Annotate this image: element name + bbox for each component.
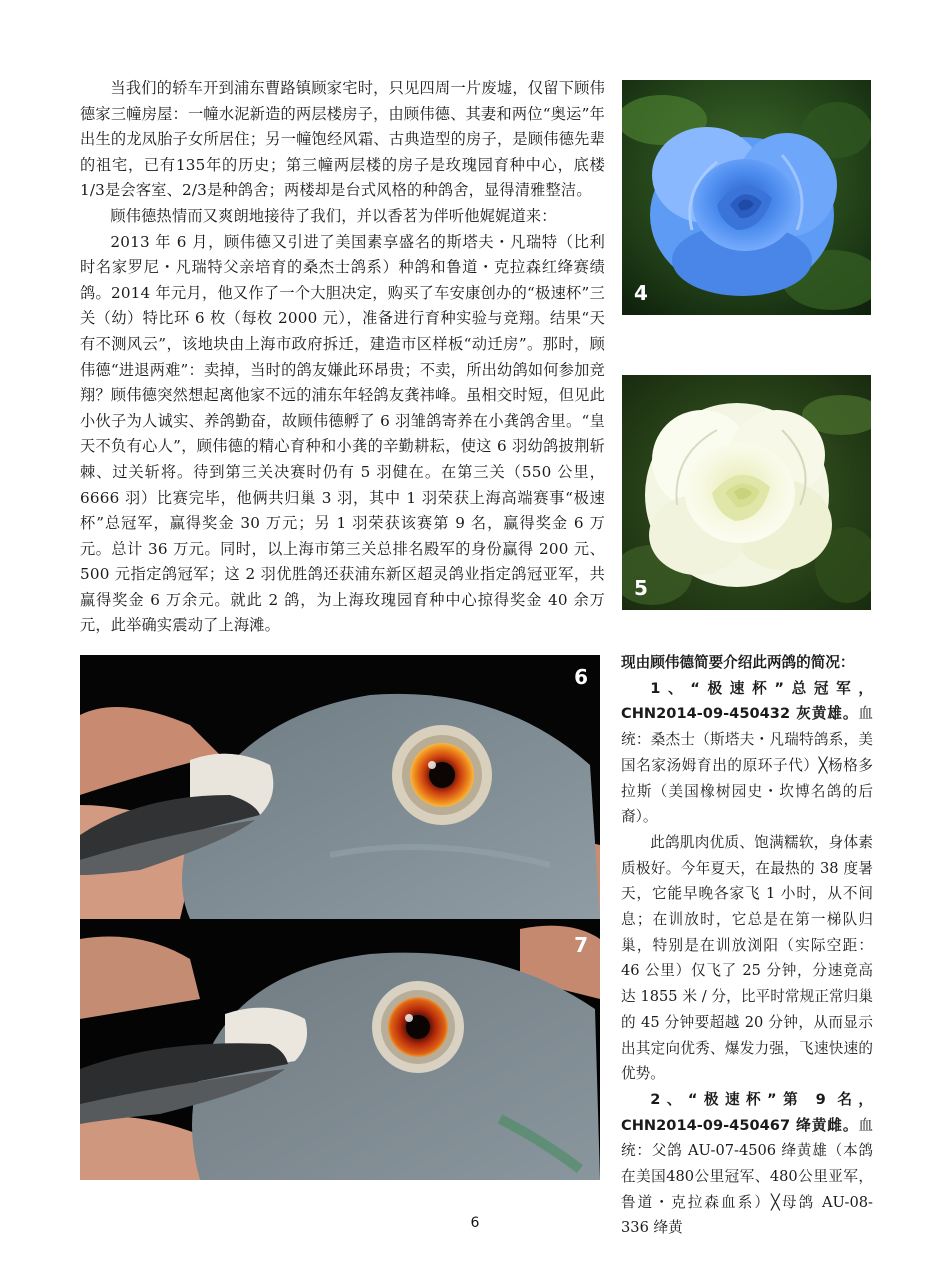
bird1-description: 此鸽肌肉优质、饱满糯软，身体素质极好。今年夏天，在最热的 38 度暑天，它能早晚各家飞 1 小时，从不间息；在训放时，它总是在第一梯队归巢，特别是在训放浏阳（实际空距：46 公里）仅飞了 25 分钟，分速竟高达 1855 米 / 分，比平时常规正常归巢的 45 分钟要超越 20 分钟，从而显示出其定向优秀、爆发力强，飞速快速的优势。 (621, 833, 873, 1083)
blue-rose-image (622, 80, 871, 315)
photo-pigeon-eye-7 (80, 919, 600, 1180)
article-paragraph-1: 当我们的轿车开到浦东曹路镇顾家宅时，只见四周一片废墟，仅留下顾伟德家三幢房屋：一幢水泥新造的两层楼房子，由顾伟德、其妻和两位“奥运”年出生的龙凤胎子女所居住；另一幢饱经风霜、古典造型的房子，是顾伟德先辈的祖宅，已有135年的历史；第三幢两层楼的房子是玫瑰园育种中心，底楼1/3是会客室、2/3是种鸽舍；两楼却是台式风格的种鸽舍，显得清雅整洁。 (80, 79, 605, 200)
bird1-lineage-label: 血统： (621, 705, 873, 749)
white-rose-image (622, 375, 871, 610)
pigeon-head-image-7 (80, 919, 600, 1180)
bird1-title: 1、“极速杯”总冠军，CHN2014-09-450432 灰黄雄。 (621, 679, 873, 723)
bird1-lineage: 桑杰士（斯塔夫・凡瑞特鸽系，美国名家汤姆育出的原环子代）╳杨格多拉斯（美国橡树园史・坎博名鸽的后裔）。 (621, 731, 873, 826)
photo-white-rose (622, 375, 871, 610)
sidebar-heading: 现由顾伟德简要介绍此两鸽的简况： (621, 654, 855, 671)
page-number: 6 (470, 1215, 480, 1231)
bird2-lineage-label: 血统： (621, 1116, 873, 1160)
photo-pigeon-eye-6 (80, 655, 600, 919)
article-paragraph-2: 顾伟德热情而又爽朗地接待了我们，并以香茗为伴听他娓娓道来： (110, 206, 557, 225)
photo-number-5: 5 (634, 576, 648, 600)
sidebar-text (621, 650, 873, 1241)
photo-number-6: 6 (574, 665, 588, 689)
bird2-lineage: 父鸽 AU-07-4506 绛黄雄（本鸽在美国480公里冠军、480公里亚军，鲁道・克拉森血系）╳母鸽 AU-08-336 绛黄 (621, 1142, 873, 1237)
article-paragraph-3: 2013 年 6 月，顾伟德又引进了美国素享盛名的斯塔夫・凡瑞特（比利时名家罗尼・凡瑞特父亲培育的桑杰士鸽系）种鸽和鲁道・克拉森红绛赛绩鸽。2014 年元月，他又作了一个大胆决定，购买了车安康创办的“极速杯”三关（幼）特比环 6 枚（每枚 2000 元），准备进行育种实验与竞翔。结果“天有不测风云”，该地块由上海市政府拆迁，建造市区样板“动迁房”。那时，顾伟德“进退两难”：卖掉，当时的鸽友嫌此环昂贵；不卖，所出幼鸽如何参加竞翔？顾伟德突然想起离他家不远的浦东年轻鸽友龚祎峰。虽相交时短，但见此小伙子为人诚实、养鸽勤奋，故顾伟德孵了 6 羽雏鸽寄养在小龚鸽舍里。“皇天不负有心人”，顾伟德的精心育种和小龚的辛勤耕耘，使这 6 羽幼鸽披荆斩棘、过关斩将。待到第三关决赛时仍有 5 羽健在。在第三关（550 公里，6666 羽）比赛完毕，他俩共归巢 3 羽，其中 1 羽荣获上海高端赛事“极速杯”总冠军，赢得奖金 30 万元；另 1 羽荣获该赛第 9 名，赢得奖金 6 万元。总计 36 万元。同时，以上海市第三关总排名殿军的身份赢得 200 元、500 元指定鸽冠军；这 2 羽优胜鸽还获浦东新区超灵鸽业指定鸽冠亚军，共赢得奖金 6 万余元。就此 2 鸽，为上海玫瑰园育种中心掠得奖金 40 余万元，此举确实震动了上海滩。 (80, 232, 605, 635)
bird2-title: 2、“极速杯”第 9 名，CHN2014-09-450467 绛黄雌。 (621, 1090, 873, 1134)
pigeon-head-image-6 (80, 655, 600, 919)
photo-number-7: 7 (574, 933, 588, 957)
photo-number-4: 4 (634, 281, 648, 305)
photo-blue-rose (622, 80, 871, 315)
article-body (80, 76, 605, 639)
